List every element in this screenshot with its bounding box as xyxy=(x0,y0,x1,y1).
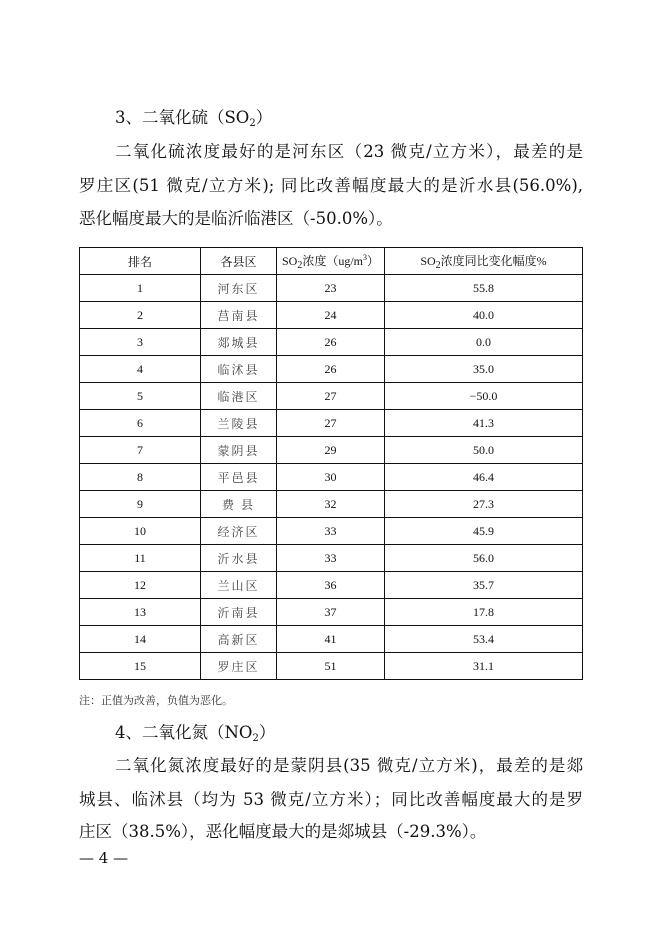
change-cell: 40.0 xyxy=(385,302,583,329)
table-row xyxy=(80,626,583,653)
concentration-cell: 27 xyxy=(277,383,385,410)
section4-paragraph-line: 城县、临沭县（均为 53 微克/立方米）；同比改善幅度最大的是罗 xyxy=(79,790,583,809)
table-row xyxy=(80,356,583,383)
county-cell: 高新区 xyxy=(201,626,277,653)
section3-paragraph-line: 二氧化硫浓度最好的是河东区（23 微克/立方米），最差的是 xyxy=(115,142,583,161)
rank-cell: 12 xyxy=(80,572,201,599)
change-cell: 0.0 xyxy=(385,329,583,356)
change-cell: 45.9 xyxy=(385,518,583,545)
concentration-cell: 27 xyxy=(277,410,385,437)
concentration-cell: 51 xyxy=(277,653,385,680)
county-cell: 临沭县 xyxy=(201,356,277,383)
header-county: 各县区 xyxy=(201,248,277,275)
heading-text: ） xyxy=(258,723,276,742)
heading-text: 4、二氧化氮（NO xyxy=(115,723,253,742)
rank-cell: 14 xyxy=(80,626,201,653)
county-cell: 临港区 xyxy=(201,383,277,410)
section3-heading xyxy=(115,108,272,134)
table-row xyxy=(80,275,583,302)
table-row xyxy=(80,383,583,410)
county-cell: 河东区 xyxy=(201,275,277,302)
county-cell: 蒙阴县 xyxy=(201,437,277,464)
subscript: 2 xyxy=(252,733,259,744)
county-cell: 费 县 xyxy=(201,491,277,518)
change-cell: 31.1 xyxy=(385,653,583,680)
county-cell: 莒南县 xyxy=(201,302,277,329)
change-cell: 17.8 xyxy=(385,599,583,626)
section3-paragraph-line: 罗庄区(51 微克/立方米); 同比改善幅度最大的是沂水县(56.0%), xyxy=(79,176,583,195)
rank-cell: 10 xyxy=(80,518,201,545)
heading-text: 3、二氧化硫（SO xyxy=(115,108,250,127)
table-row xyxy=(80,329,583,356)
so2-ranking-table xyxy=(79,247,583,680)
rank-cell: 1 xyxy=(80,275,201,302)
change-cell: 35.0 xyxy=(385,356,583,383)
section4-paragraph-line: 庄区（38.5%），恶化幅度最大的是郯城县（-29.3%）。 xyxy=(79,822,487,841)
table-row xyxy=(80,464,583,491)
change-cell: 27.3 xyxy=(385,491,583,518)
table-row xyxy=(80,572,583,599)
concentration-cell: 33 xyxy=(277,518,385,545)
table-row xyxy=(80,491,583,518)
change-cell: 41.3 xyxy=(385,410,583,437)
concentration-cell: 26 xyxy=(277,356,385,383)
table-note: 注：正值为改善，负值为恶化。 xyxy=(79,694,233,707)
rank-cell: 3 xyxy=(80,329,201,356)
rank-cell: 5 xyxy=(80,383,201,410)
table-row xyxy=(80,599,583,626)
concentration-cell: 37 xyxy=(277,599,385,626)
concentration-cell: 23 xyxy=(277,275,385,302)
change-cell: 46.4 xyxy=(385,464,583,491)
rank-cell: 4 xyxy=(80,356,201,383)
concentration-cell: 29 xyxy=(277,437,385,464)
section4-paragraph-line: 二氧化氮浓度最好的是蒙阴县(35 微克/立方米)，最差的是郯 xyxy=(115,756,583,775)
county-cell: 郯城县 xyxy=(201,329,277,356)
rank-cell: 13 xyxy=(80,599,201,626)
rank-cell: 15 xyxy=(80,653,201,680)
table-row xyxy=(80,410,583,437)
header-rank: 排名 xyxy=(80,248,201,275)
table-row xyxy=(80,302,583,329)
change-cell: −50.0 xyxy=(385,383,583,410)
subscript: 2 xyxy=(249,118,256,129)
change-cell: 55.8 xyxy=(385,275,583,302)
concentration-cell: 36 xyxy=(277,572,385,599)
change-cell: 50.0 xyxy=(385,437,583,464)
county-cell: 经济区 xyxy=(201,518,277,545)
table-row xyxy=(80,545,583,572)
concentration-cell: 26 xyxy=(277,329,385,356)
section4-heading xyxy=(115,723,275,749)
county-cell: 平邑县 xyxy=(201,464,277,491)
rank-cell: 8 xyxy=(80,464,201,491)
rank-cell: 11 xyxy=(80,545,201,572)
heading-text: ） xyxy=(255,108,273,127)
concentration-cell: 30 xyxy=(277,464,385,491)
county-cell: 兰陵县 xyxy=(201,410,277,437)
county-cell: 兰山区 xyxy=(201,572,277,599)
rank-cell: 9 xyxy=(80,491,201,518)
table-row xyxy=(80,437,583,464)
rank-cell: 2 xyxy=(80,302,201,329)
rank-cell: 6 xyxy=(80,410,201,437)
county-cell: 沂水县 xyxy=(201,545,277,572)
section3-paragraph-line: 恶化幅度最大的是临沂临港区（-50.0%）。 xyxy=(79,209,393,228)
county-cell: 罗庄区 xyxy=(201,653,277,680)
table-row xyxy=(80,518,583,545)
change-cell: 53.4 xyxy=(385,626,583,653)
page-number: — 4 — xyxy=(79,849,129,867)
change-cell: 35.7 xyxy=(385,572,583,599)
header-change: $SO_2$浓度同比变化幅度% xyxy=(385,248,583,275)
rank-cell: 7 xyxy=(80,437,201,464)
concentration-cell: 41 xyxy=(277,626,385,653)
concentration-cell: 33 xyxy=(277,545,385,572)
county-cell: 沂南县 xyxy=(201,599,277,626)
concentration-cell: 32 xyxy=(277,491,385,518)
header-concentration: $SO_2$浓度$(ug/m^3)$ xyxy=(277,248,385,275)
table-row xyxy=(80,653,583,680)
concentration-cell: 24 xyxy=(277,302,385,329)
change-cell: 56.0 xyxy=(385,545,583,572)
table-header-row xyxy=(80,248,583,275)
